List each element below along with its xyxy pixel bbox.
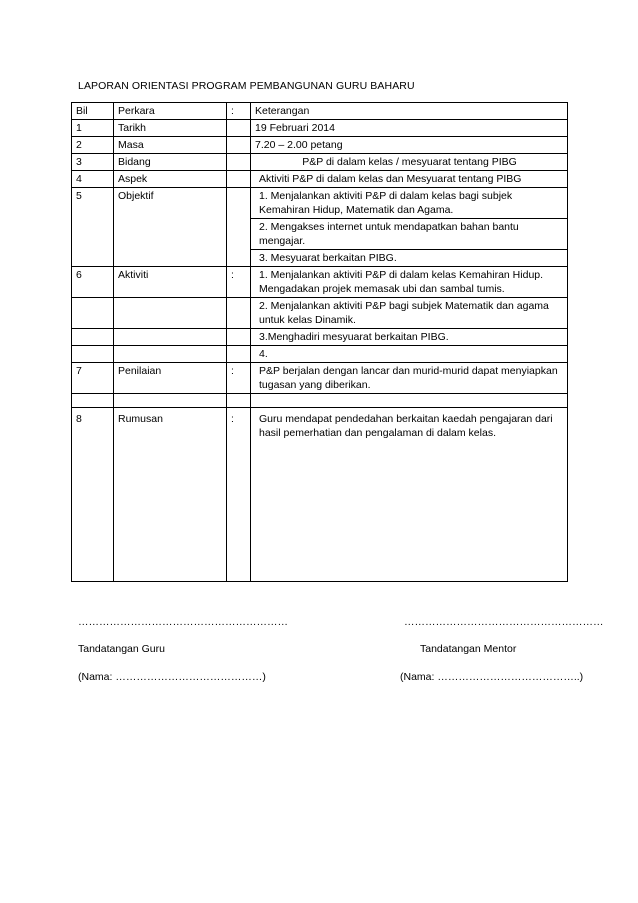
row-keterangan: 19 Februari 2014 xyxy=(251,120,568,137)
row-colon: : xyxy=(227,408,251,582)
table-row-rumusan xyxy=(72,408,568,582)
table-row-aktiviti xyxy=(72,267,568,298)
table-row-spacer xyxy=(72,394,568,408)
empty-cell xyxy=(114,298,227,329)
row-bil: 2 xyxy=(72,137,114,154)
mentor-signature-line: ………………………………………………… xyxy=(404,616,604,628)
header-colon: : xyxy=(227,103,251,120)
empty-cell xyxy=(72,346,114,363)
table-row xyxy=(72,171,568,188)
table-row-aktiviti xyxy=(72,329,568,346)
row-colon xyxy=(227,171,251,188)
row-perkara: Aktiviti xyxy=(114,267,227,298)
row-perkara: Objektif xyxy=(114,188,227,267)
empty-cell xyxy=(114,329,227,346)
table-row-aktiviti xyxy=(72,346,568,363)
row-keterangan: Aktiviti P&P di dalam kelas dan Mesyuarat tentang PIBG xyxy=(251,171,568,188)
document-title: LAPORAN ORIENTASI PROGRAM PEMBANGUNAN GURU BAHARU xyxy=(78,80,415,92)
table-row-penilaian xyxy=(72,363,568,394)
report-table xyxy=(71,102,568,582)
row-colon xyxy=(227,154,251,171)
empty-cell xyxy=(227,346,251,363)
penilaian-text: P&P berjalan dengan lancar dan murid-murid dapat menyiapkan tugasan yang diberikan. xyxy=(251,363,568,394)
empty-cell xyxy=(114,394,227,408)
objektif-item: 2. Mengakses internet untuk mendapatkan bahan bantu mengajar. xyxy=(251,219,568,250)
header-perkara: Perkara xyxy=(114,103,227,120)
empty-cell xyxy=(227,394,251,408)
objektif-item: 3. Mesyuarat berkaitan PIBG. xyxy=(251,250,568,267)
row-colon: : xyxy=(227,267,251,298)
empty-cell xyxy=(72,394,114,408)
header-bil: Bil xyxy=(72,103,114,120)
empty-cell xyxy=(114,346,227,363)
row-perkara: Rumusan xyxy=(114,408,227,582)
empty-cell xyxy=(227,298,251,329)
row-colon: : xyxy=(227,363,251,394)
guru-signature-line: …………………………………………………… xyxy=(78,616,288,628)
objektif-item: 1. Menjalankan aktiviti P&P di dalam kelas bagi subjek Kemahiran Hidup, Matematik dan Agama. xyxy=(251,188,568,219)
row-colon xyxy=(227,188,251,267)
empty-cell xyxy=(72,329,114,346)
table-header-row xyxy=(72,103,568,120)
row-colon xyxy=(227,120,251,137)
row-bil: 5 xyxy=(72,188,114,267)
row-keterangan: 7.20 – 2.00 petang xyxy=(251,137,568,154)
table-row xyxy=(72,137,568,154)
row-bil: 8 xyxy=(72,408,114,582)
table-row xyxy=(72,154,568,171)
guru-signature-label: Tandatangan Guru xyxy=(78,643,165,655)
row-perkara: Bidang xyxy=(114,154,227,171)
table-row-aktiviti xyxy=(72,298,568,329)
row-bil: 3 xyxy=(72,154,114,171)
empty-cell xyxy=(227,329,251,346)
empty-cell xyxy=(72,298,114,329)
row-bil: 6 xyxy=(72,267,114,298)
table-row xyxy=(72,120,568,137)
row-bil: 1 xyxy=(72,120,114,137)
row-keterangan: P&P di dalam kelas / mesyuarat tentang PIBG xyxy=(251,154,568,171)
row-perkara: Masa xyxy=(114,137,227,154)
aktiviti-item: 1. Menjalankan aktiviti P&P di dalam kelas Kemahiran Hidup. Mengadakan projek memasak ubi dan sambal tumis. xyxy=(251,267,568,298)
row-perkara: Aspek xyxy=(114,171,227,188)
table-row-objektif xyxy=(72,188,568,219)
empty-cell xyxy=(251,394,568,408)
row-bil: 4 xyxy=(72,171,114,188)
row-perkara: Tarikh xyxy=(114,120,227,137)
row-colon xyxy=(227,137,251,154)
aktiviti-item: 3.Menghadiri mesyuarat berkaitan PIBG. xyxy=(251,329,568,346)
rumusan-text: Guru mendapat pendedahan berkaitan kaedah pengajaran dari hasil pemerhatian dan pengalaman di dalam kelas. xyxy=(251,408,568,582)
row-bil: 7 xyxy=(72,363,114,394)
aktiviti-item: 2. Menjalankan aktiviti P&P bagi subjek Matematik dan agama untuk kelas Dinamik. xyxy=(251,298,568,329)
header-keterangan: Keterangan xyxy=(251,103,568,120)
row-perkara: Penilaian xyxy=(114,363,227,394)
guru-name-field: (Nama: ……………………………………) xyxy=(78,671,266,683)
aktiviti-item: 4. xyxy=(251,346,568,363)
mentor-name-field: (Nama: …………………………………..) xyxy=(400,671,584,683)
mentor-signature-label: Tandatangan Mentor xyxy=(420,643,517,655)
